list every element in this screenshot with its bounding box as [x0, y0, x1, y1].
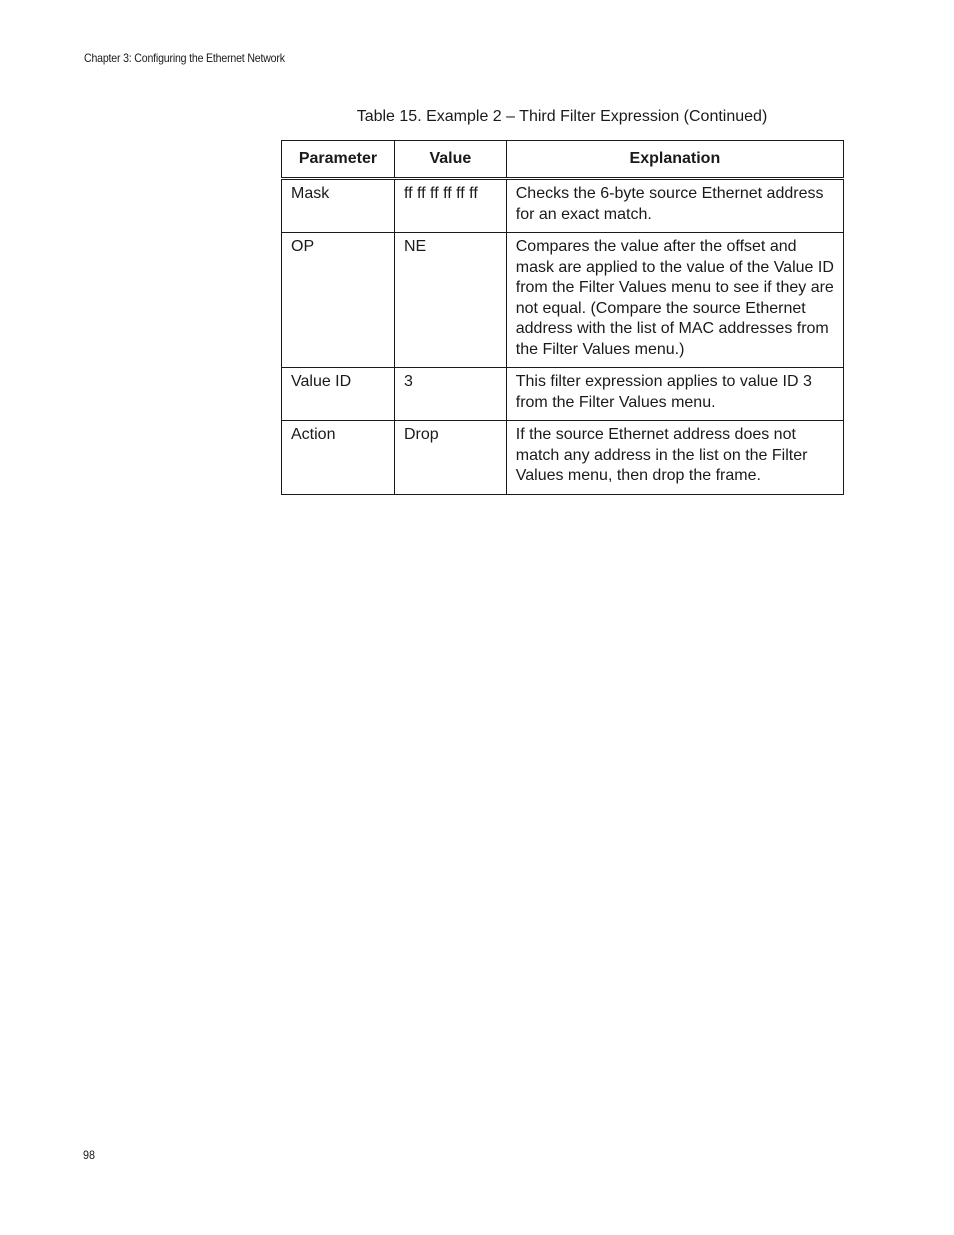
cell-value: 3 — [394, 368, 506, 421]
running-header: Chapter 3: Configuring the Ethernet Network — [84, 51, 285, 65]
cell-explanation: This filter expression applies to value ID 3 from the Filter Values menu. — [506, 368, 843, 421]
cell-value: NE — [394, 233, 506, 368]
table-row — [282, 179, 844, 233]
table-header-row — [282, 141, 844, 179]
table-row — [282, 368, 844, 421]
page-number: 98 — [83, 1148, 96, 1162]
column-header-value: Value — [394, 141, 506, 179]
cell-value: ff ff ff ff ff ff — [394, 179, 506, 233]
table-row — [282, 233, 844, 368]
column-header-explanation: Explanation — [506, 141, 843, 179]
cell-explanation: Compares the value after the offset and mask are applied to the value of the Value ID from the Filter Values menu to see if they are not equal. (Compare the source Ethernet address with the list of MAC addresses from the Filter Values menu.) — [506, 233, 843, 368]
table-row — [282, 421, 844, 495]
cell-parameter: Action — [282, 421, 395, 495]
column-header-parameter: Parameter — [282, 141, 395, 179]
table-caption: Table 15. Example 2 – Third Filter Expression (Continued) — [356, 108, 768, 125]
filter-expression-table — [281, 140, 844, 495]
cell-value: Drop — [394, 421, 506, 495]
cell-parameter: Value ID — [282, 368, 395, 421]
cell-explanation: If the source Ethernet address does not match any address in the list on the Filter Values menu, then drop the frame. — [506, 421, 843, 495]
cell-parameter: Mask — [282, 179, 395, 233]
cell-parameter: OP — [282, 233, 395, 368]
cell-explanation: Checks the 6-byte source Ethernet address for an exact match. — [506, 179, 843, 233]
